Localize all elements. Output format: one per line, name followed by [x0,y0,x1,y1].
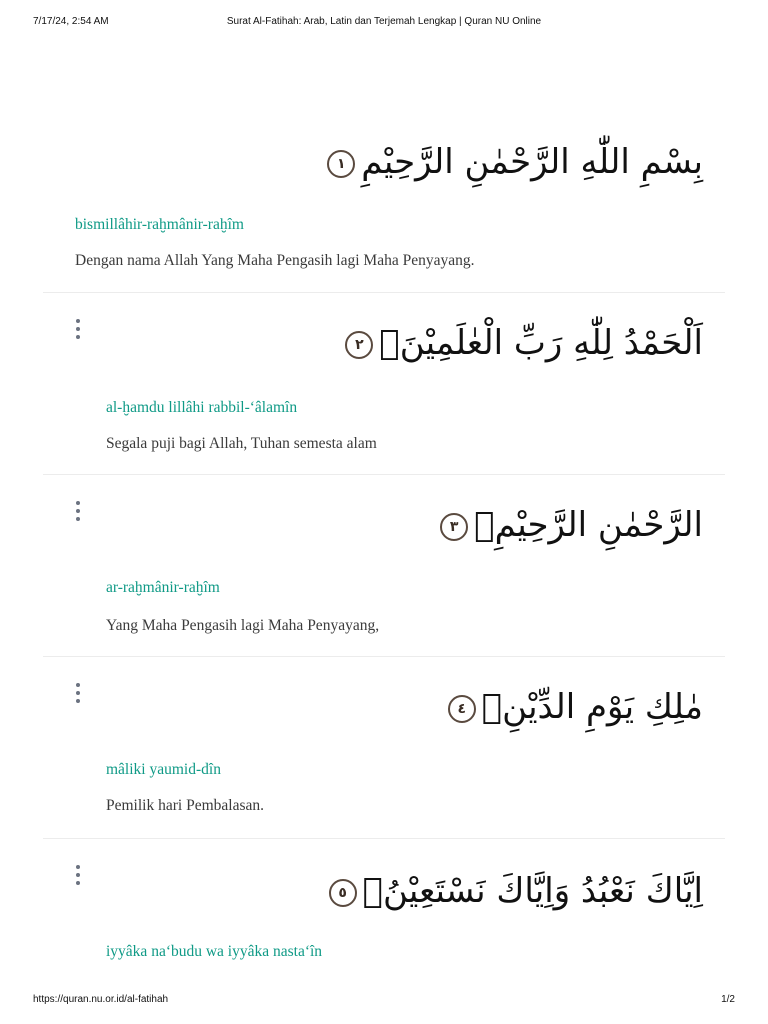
print-header [33,16,735,30]
ayah-number-badge: ٣ [440,513,468,541]
ayah-item-3 [43,474,725,656]
ayah-translation: Yang Maha Pengasih lagi Maha Penyayang, [106,617,380,634]
ayah-item-5 [43,838,725,978]
ayah-latin: ar-raḫmânir-raḫîm [106,579,220,596]
ayah-arabic-text: مٰلِكِ يَوْمِ الدِّيْنِۗ [481,687,703,727]
ayah-arabic-text: اِيَّاكَ نَعْبُدُ وَاِيَّاكَ نَسْتَعِيْنُۗ [362,871,703,911]
ayah-arabic [327,138,703,186]
ayah-options-menu-icon[interactable] [73,683,83,705]
ayah-arabic-text: الرَّحْمٰنِ الرَّحِيْمِۙ [474,505,703,545]
ayah-translation: Dengan nama Allah Yang Maha Pengasih lagi Maha Penyayang. [75,252,475,269]
ayah-number-badge: ١ [327,150,355,178]
ayah-item-4 [43,656,725,838]
print-page-title: Surat Al-Fatihah: Arab, Latin dan Terjemah Lengkap | Quran NU Online [226,16,542,27]
ayah-options-menu-icon[interactable] [73,865,83,887]
ayah-number-badge: ٥ [329,879,357,907]
ayah-arabic [345,319,703,367]
ayah-item-2 [43,292,725,474]
ayah-number-badge: ٤ [448,695,476,723]
print-page-number: 1/2 [721,994,735,1005]
ayah-translation: Pemilik hari Pembalasan. [106,797,264,814]
ayah-arabic [440,501,703,549]
ayah-latin: bismillâhir-raḫmânir-raḫîm [75,216,244,233]
ayah-arabic [448,683,703,731]
ayah-number-badge: ٢ [345,331,373,359]
ayah-latin: mâliki yaumid-dîn [106,761,221,778]
ayah-options-menu-icon[interactable] [73,319,83,341]
ayah-arabic-text: بِسْمِ اللّٰهِ الرَّحْمٰنِ الرَّحِيْمِ [361,142,703,182]
ayah-options-menu-icon[interactable] [73,501,83,523]
ayah-translation: Segala puji bagi Allah, Tuhan semesta alam [106,435,377,452]
ayah-arabic-text: اَلْحَمْدُ لِلّٰهِ رَبِّ الْعٰلَمِيْنَۙ [379,323,703,363]
ayah-latin: al-ḫamdu lillâhi rabbil-‘âlamîn [106,399,298,416]
ayah-arabic [329,867,703,915]
print-footer [33,994,735,1008]
print-url[interactable]: https://quran.nu.or.id/al-fatihah [33,994,169,1005]
ayah-item-1 [43,130,725,292]
ayah-latin: iyyâka na‘budu wa iyyâka nasta‘în [106,943,323,960]
print-date: 7/17/24, 2:54 AM [33,16,109,27]
